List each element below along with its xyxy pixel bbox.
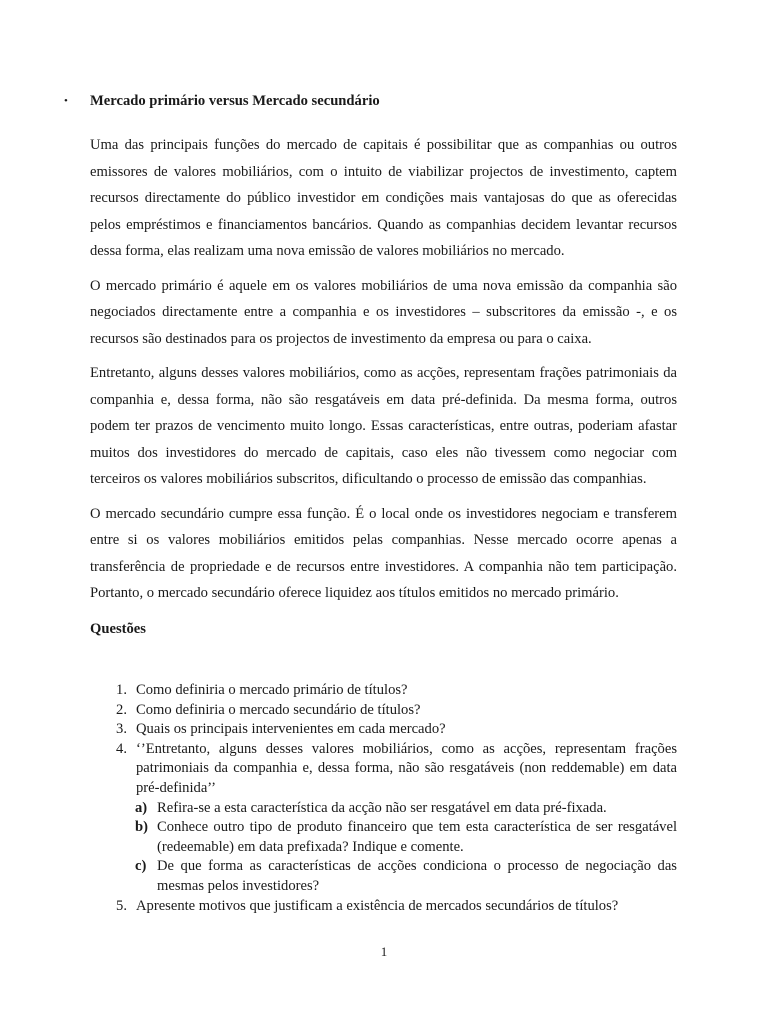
question-number: 5. bbox=[116, 897, 127, 914]
question-text: Como definiria o mercado secundário de títulos? bbox=[136, 701, 421, 718]
paragraph: O mercado primário é aquele em os valores mobiliários de uma nova emissão da companhia são negociados directamente entre a companhia e os investidores – subscritores da emissão -, e os recursos são destinados para os projectos de investimento da empresa ou para o caixa. bbox=[90, 277, 677, 347]
subquestion-item bbox=[135, 799, 677, 819]
questions-list bbox=[90, 681, 677, 916]
questions-title: Questões bbox=[90, 621, 146, 637]
question-number: 4. bbox=[116, 740, 127, 757]
subquestion-text: De que forma as características de acções condiciona o processo de negociação das mesmas pelos investidores? bbox=[157, 858, 677, 894]
subquestion-item bbox=[135, 818, 677, 857]
question-item bbox=[90, 720, 677, 740]
subquestion-text: Refira-se a esta característica da acção não ser resgatável em data pré-fixada. bbox=[157, 799, 607, 816]
paragraph: O mercado secundário cumpre essa função. É o local onde os investidores negociam e transferem entre si os valores mobiliários emitidos pelas companhias. Nesse mercado ocorre apenas a transferência de propriedade e de recursos entre investidores. A companhia não tem participação. Portanto, o mercado secundário oferece liquidez aos títulos emitidos no mercado primário. bbox=[90, 505, 677, 601]
question-text: Apresente motivos que justificam a existência de mercados secundários de títulos? bbox=[136, 897, 619, 914]
question-item bbox=[90, 701, 677, 721]
question-item bbox=[90, 740, 677, 799]
question-text: Quais os principais intervenientes em cada mercado? bbox=[136, 721, 446, 738]
section-heading-row bbox=[64, 93, 708, 110]
paragraph: Uma das principais funções do mercado de capitais é possibilitar que as companhias ou outros emissores de valores mobiliários, com o intuito de viabilizar projectos de investimento, captem recursos directamente do público investidor em condições mais vantajosas do que as oferecidas pelos empréstimos e financiamentos bancários. Quando as companhias decidem levantar recursos dessa forma, elas realizam uma nova emissão de valores mobiliários no mercado. bbox=[90, 137, 677, 259]
question-item bbox=[90, 897, 677, 917]
subquestion-label: b) bbox=[135, 819, 148, 836]
body-text bbox=[90, 132, 677, 615]
question-text: Como definiria o mercado primário de títulos? bbox=[136, 682, 408, 698]
subquestion-label: a) bbox=[135, 799, 148, 816]
question-number: 2. bbox=[116, 701, 127, 718]
subquestion-text: Conhece outro tipo de produto financeiro que tem esta característica de ser resgatável (redeemable) em data prefixada? Indique e comente. bbox=[157, 819, 677, 855]
question-number: 1. bbox=[116, 682, 127, 698]
section-heading: Mercado primário versus Mercado secundário bbox=[90, 93, 380, 109]
bullet-icon: • bbox=[64, 95, 68, 107]
question-text: ‘’Entretanto, alguns desses valores mobiliários, como as acções, representam frações patrimoniais da companhia e, dessa forma, não são resgatáveis (non reddemable) em data pré-definida’’ bbox=[136, 740, 677, 796]
subquestion-item bbox=[135, 857, 677, 896]
page-number: 1 bbox=[380, 944, 388, 959]
question-item bbox=[90, 681, 677, 701]
subquestions-list bbox=[135, 799, 677, 897]
subquestion-label: c) bbox=[135, 858, 147, 875]
question-number: 3. bbox=[116, 721, 127, 738]
paragraph: Entretanto, alguns desses valores mobiliários, como as acções, representam frações patrimoniais da companhia e, dessa forma, não são resgatáveis em data pré-definida. Da mesma forma, outros podem ter prazos de vencimento muito longo. Essas características, entre outras, poderiam afastar muitos dos investidores do mercado de capitais, caso eles não tivessem como negociar com terceiros os valores mobiliários subscritos, dificultando o processo de emissão das companhias. bbox=[90, 365, 677, 487]
